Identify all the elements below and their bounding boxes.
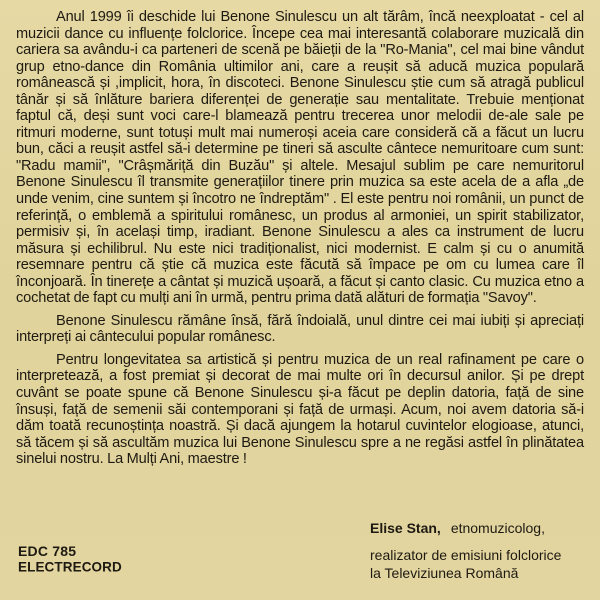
author-name: Elise Stan, [370,520,441,536]
paragraph-1: Anul 1999 îi deschide lui Benone Sinulescu un alt tărâm, încă neexploatat - cel al muzicii dance cu influențe folclorice. Începe cea mai interesantă colaborare muzicală din cariera sa avându-i ca parteneri de scenă pe băieții de la "Ro-Mania", cel mai bine vândut grup etno-dance din România ultimilor ani, care a reușit să aducă muzica populară românească și ,implicit, hora, în discoteci. Benone Sinulescu știe cum să atragă publicul tânăr și să înlăture bariera diferenței de generație sau mentalitate. Trebuie menționat faptul că, deși sunt voci care-l blamează pentru trecerea unor melodii de-ale sale pe ritmuri moderne, sunt totuși mult mai numeroși aceia care consideră că a făcut un lucru bun, căci a reușit astfel să-i determine pe tineri să asculte cântece nemuritoare cum sunt: "Radu mamii", "Crâșmăriță din Buzău" și altele. Mesajul sublim pe care nemuritorul Benone Sinulescu îl transmite generațiilor tinere prin muzica sa este acela de a afla „de unde venim, cine suntem și încotro ne îndreptăm" . El este pentru noi românii, un punct de referință, o emblemă a spiritului românesc, un produs al armoniei, un spirit stabilizator, permisiv și, în același timp, iradiant. Benone Sinulescu a ales ca instrument de lucru măsura și echilibrul. Nu este nici tradiționalist, nici modernist. E calm și cu o anumită resemnare pentru că știe că muzica este făcută să împace pe om cu lumea care îl înconjoară. În tinerețe a cântat și muzică ușoară, a făcut și canto clasic. Cu muzica etno a cochetat de fapt cu mulți ani în urmă, pentru prima dată alături de formația "Savoy". [16,9,584,307]
catalog-number: EDC 785 [18,543,77,559]
author-role-line-1: realizator de emisiuni folclorice [370,546,562,563]
catalog-info [18,543,122,575]
record-label: ELECTRECORD [18,559,122,575]
author-title: etnomuzicolog, [450,520,545,536]
author-signature [370,519,596,583]
author-line [370,519,596,538]
paragraph-3: Pentru longevitatea sa artistică și pentru muzica de un real rafinament pe care o interpretează, a fost premiat și decorat de mai multe ori în decursul anilor. Și pe drept cuvânt se poate spune că Benone Sinulescu și-a făcut pe deplin datoria, față de sine însuși, față de semenii săi contemporani și față de urmași. Acum, noi avem datoria să-i dăm toată recunoștința noastră. Și dacă ajungem la hotarul cuvintelor elogioase, atunci, să tăcem și să ascultăm muzica lui Benone Sinulescu spre a ne regăsi astfel în plinătatea sinelui nostru. La Mulți Ani, maestre ! [16,351,584,468]
paragraph-2: Benone Sinulescu rămâne însă, fără îndoială, unul dintre cei mai iubiți și apreciați interpreți ai cântecului popular românesc. [16,312,584,346]
liner-notes-text [16,9,584,468]
author-role-line-2: la Televiziunea Română [370,565,519,581]
